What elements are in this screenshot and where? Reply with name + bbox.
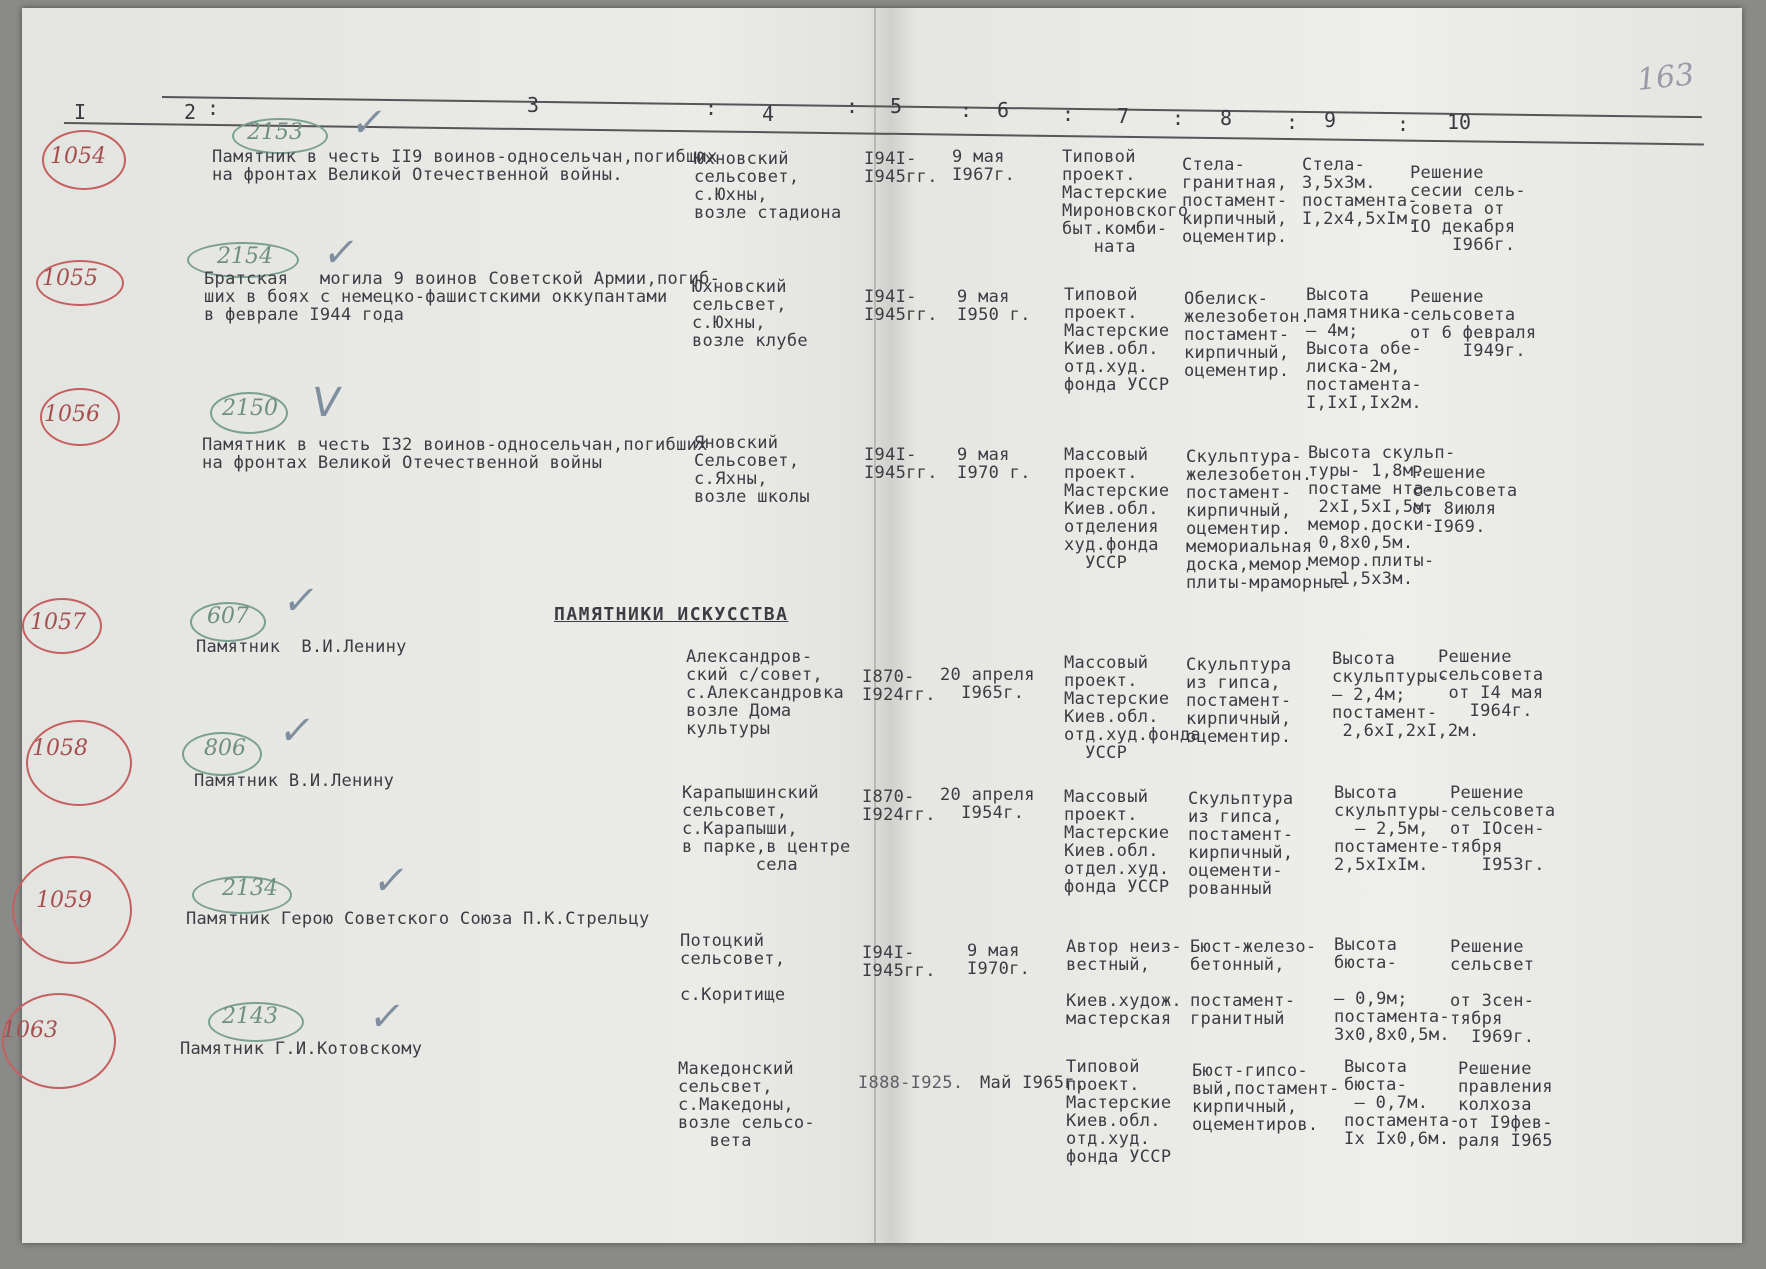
monument-title: Памятник В.И.Ленину (194, 771, 395, 791)
green-catalog-number: 2153 (247, 120, 303, 145)
install-date: 9 мая I970г. (967, 941, 1031, 979)
monument-title: Памятник Герою Советского Союза П.К.Стрельцу (186, 909, 650, 929)
red-inventory-number: 1063 (2, 1018, 58, 1043)
install-date: 9 мая I967г. (952, 147, 1016, 185)
page-number: 163 (1635, 57, 1696, 98)
red-inventory-number: 1055 (42, 266, 98, 291)
checkmark-icon: ✓ (369, 858, 412, 904)
checkmark-icon: ✓ (319, 230, 362, 276)
red-inventory-number: 1054 (50, 144, 106, 169)
column-number-9: 9 (1324, 108, 1337, 132)
period: I94I- I945гг. (864, 445, 938, 483)
archive-sheet (2, 8, 1742, 1243)
install-date: 9 мая I970 г. (957, 445, 1031, 483)
period: I870- I924гг. (862, 787, 936, 825)
red-inventory-number: 1056 (44, 402, 100, 427)
material: Бюст-железо- бетонный, постамент- гранитный (1190, 937, 1317, 1029)
author: Автор неиз- вестный, Киев.худож. мастерская (1066, 937, 1182, 1029)
column-number-2: 2 (184, 100, 197, 124)
material: Стела- гранитная, постамент- кирпичный, оцементир. (1182, 155, 1288, 247)
section-title: ПАМЯТНИКИ ИСКУССТВА (554, 604, 789, 625)
monument-title: Памятник в честь II9 воинов-односельчан,погибших на фронтах Великой Отечественной войны. (212, 147, 718, 185)
column-separator: : (705, 96, 718, 120)
period: I94I- I945гг. (864, 287, 938, 325)
column-number-3: 3 (527, 93, 540, 117)
dimensions: Высота скульптуры- – 2,4м; постамент- 2,6хI,2хI,2м. (1332, 649, 1480, 741)
green-catalog-number: 2143 (222, 1004, 278, 1029)
red-ink-oval (26, 720, 132, 806)
location: Александров- ский с/совет, с.Александровка возле Дома культуры (686, 647, 845, 739)
dimensions: Высота бюста- – 0,9м; постамента- 3х0,8х0,5м. (1334, 935, 1450, 1045)
column-separator: : (1172, 106, 1185, 130)
page-fold (874, 8, 876, 1243)
dimensions: Стела- 3,5х3м. постамента- I,2х4,5хIм. (1302, 155, 1418, 229)
decision: Решение сесии сель- совета от IO декабря I966г. (1410, 163, 1526, 255)
green-catalog-number: 806 (204, 736, 246, 761)
decision: Решение сельсвет от 3сен- тября I969г. (1450, 937, 1535, 1047)
column-number-7: 7 (1117, 104, 1130, 128)
material: Обелиск- железобетон. постамент- кирпичный, оцементир. (1184, 289, 1311, 381)
install-date: 20 апреля I954г. (940, 785, 1035, 823)
material: Скульптура- железобетон. постамент- кирпичный, оцементир. мемориальная доска,мемор. плиты-мраморные (1186, 447, 1345, 593)
location: Юхновский сельсовет, с.Юхны, возле стадиона (694, 149, 842, 223)
column-separator: : (846, 94, 859, 118)
green-catalog-number: 2150 (222, 396, 278, 421)
column-separator: : (1062, 102, 1075, 126)
decision: Решение сельсовета от I4 мая I964г. (1438, 647, 1544, 721)
material: Бюст-гипсо- вый,постамент- кирпичный, оцементиров. (1192, 1061, 1340, 1135)
column-number-1: I (74, 100, 87, 124)
period: I94I- I945гг. (864, 149, 938, 187)
dimensions: Высота памятника- – 4м; Высота обе- лиска-2м, постамента- I,IхI,Iх2м. (1306, 285, 1422, 413)
column-separator: : (207, 96, 220, 120)
checkmark-icon: V (307, 380, 344, 426)
red-inventory-number: 1059 (36, 888, 92, 913)
column-number-5: 5 (890, 94, 903, 118)
install-date: Май I965г. (980, 1073, 1086, 1093)
material: Скульптура из гипса, постамент- кирпичный, оцементир. (1186, 655, 1292, 747)
decision: Решение сельсовета от 6 февраля I949г. (1410, 287, 1537, 361)
dimensions: Высота бюста- – 0,7м. постамента- Iх Iх0,6м. (1344, 1057, 1460, 1149)
location: Юхновский сельсвет, с.Юхны, возле клубе (692, 277, 808, 351)
location: Потоцкий сельсовет, с.Коритище (680, 931, 786, 1005)
dimensions: Высота скульптуры- – 2,5м, постаменте- 2,5хIхIм. (1334, 783, 1450, 875)
author: Массовый проект. Мастерские Киев.обл. отд.худ.фонда УССР (1064, 653, 1201, 763)
material: Скульптура из гипса, постамент- кирпичный, оцементи- рованный (1188, 789, 1294, 899)
column-number-6: 6 (997, 98, 1010, 122)
red-inventory-number: 1058 (32, 736, 88, 761)
column-number-8: 8 (1220, 106, 1233, 130)
period: I888-I925. (858, 1073, 964, 1093)
green-catalog-number: 2154 (217, 244, 273, 269)
decision: Решение сельсовета от IOсен- тября I953г. (1450, 783, 1556, 875)
monument-title: Памятник В.И.Ленину (196, 637, 407, 657)
author: Типовой проект. Мастерские Киев.обл. отд.худ. фонда УССР (1064, 285, 1170, 395)
location: Яновский Сельсовет, с.Яхны, возле школы (694, 433, 810, 507)
author: Массовый проект. Мастерские Киев.обл. отдел.худ. фонда УССР (1064, 787, 1170, 897)
column-number-10: 10 (1447, 110, 1472, 134)
column-separator: : (960, 98, 973, 122)
monument-title: Памятник Г.И.Котовскому (180, 1039, 423, 1059)
author: Типовой проект. Мастерские Киев.обл. отд.худ. фонда УССР (1066, 1057, 1172, 1167)
author: Массовый проект. Мастерские Киев.обл. отделения худ.фонда УССР (1064, 445, 1170, 573)
location: Македонский сельсвет, с.Македоны, возле сельсо- вета (678, 1059, 815, 1151)
install-date: 20 апреля I965г. (940, 665, 1035, 703)
column-separator: : (1286, 110, 1299, 134)
monument-title: Памятник в честь I32 воинов-односельчан,погибших на фронтах Великой Отечественной войны (202, 435, 708, 473)
red-inventory-number: 1057 (30, 610, 86, 635)
location: Карапышинский сельсовет, с.Карапыши, в парке,в центре села (682, 783, 851, 875)
green-catalog-number: 2134 (222, 876, 278, 901)
period: I94I- I945гг. (862, 943, 936, 981)
checkmark-icon: ✓ (347, 100, 390, 146)
column-number-4: 4 (762, 102, 775, 126)
author: Типовой проект. Мастерские Мироновского быт.комби- ната (1062, 147, 1189, 257)
decision: Решение сельсовета от 8июля I969. (1412, 463, 1518, 537)
checkmark-icon: ✓ (365, 994, 408, 1040)
checkmark-icon: ✓ (279, 578, 322, 624)
monument-title: Братская могила 9 воинов Советской Армии,погиб- ших в боях с немецко-фашистскими оккупантами в феврале I944 года (204, 269, 721, 325)
install-date: 9 мая I950 г. (957, 287, 1031, 325)
column-separator: : (1397, 112, 1410, 136)
checkmark-icon: ✓ (275, 708, 318, 754)
period: I870- I924гг. (862, 667, 936, 705)
dimensions: Высота скульп- туры- 1,8м. постаме нта- 2хI,5хI,5м. мемор.доски- 0,8х0,5м. мемор.плиты- -1,5х3м. (1308, 443, 1456, 589)
decision: Решение правления колхоза от I9фев- раля I965 (1458, 1059, 1553, 1151)
green-catalog-number: 607 (207, 604, 249, 629)
